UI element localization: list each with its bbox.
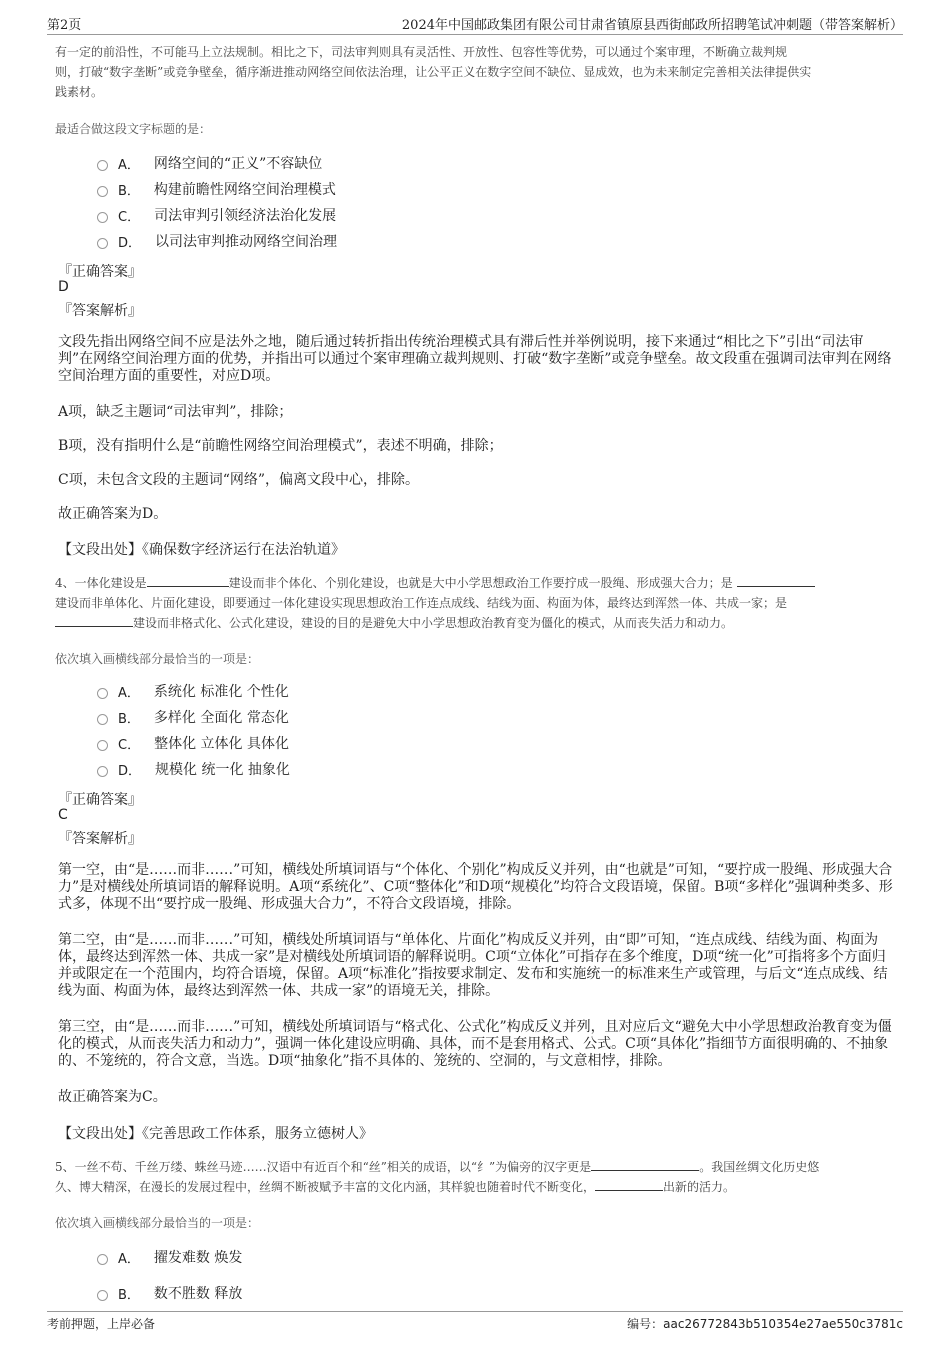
stem-text: 建设而非单体化、片面化建设，即要通过一体化建设实现思想政治工作连点成线、结线为面、构面为体，最终达到浑然一体、共成一家；是: [55, 596, 788, 610]
option-letter: B．: [118, 183, 140, 199]
option-text: 司法审判引领经济法治化发展: [154, 208, 337, 224]
q4-answer: C: [58, 807, 68, 823]
option-text: 规模化 统一化 抽象化: [155, 762, 290, 778]
page-number: 第2页: [47, 18, 82, 33]
radio-icon[interactable]: [97, 740, 108, 751]
radio-icon[interactable]: [97, 212, 108, 223]
document-title: 2024年中国邮政集团有限公司甘肃省镇原县西街邮政所招聘笔试冲刺题（带答案解析）: [401, 18, 903, 33]
option-text: 数不胜数 释放: [153, 1286, 243, 1302]
q4-analysis-p3: 第三空，由“是……而非……”可知，横线处所填词语与“格式化、公式化”构成反义并列，且对应后文“避免大中小学思想政治教育变为僵化的模式，从而丧失活力和动力”，强调一体化建设应明确、具体，而不是套用格式、公式。C项“具体化”指细节方面很明确的、不抽象的、不笼统的，符合文意，当选。D项“抽象化”指不具体的、笼统的、空洞的，与文意相悖，排除。: [58, 1019, 892, 1069]
q5-stem: [55, 1157, 905, 1197]
intro-line: 践素材。: [55, 85, 104, 99]
q4-option-b[interactable]: [97, 707, 289, 727]
stem-text: 4、一体化建设是: [55, 576, 147, 590]
radio-icon[interactable]: [97, 714, 108, 725]
q5-stem-line: [55, 1157, 905, 1177]
page-footer: [47, 1311, 903, 1336]
q4-stem-line: [55, 613, 905, 633]
q4-prompt: 依次填入画横线部分最恰当的一项是：: [55, 652, 260, 666]
q4-source: 【文段出处】《完善思政工作体系，服务立德树人》: [58, 1126, 373, 1142]
q3-option-d[interactable]: [97, 231, 337, 251]
q3-answer: D: [58, 279, 69, 295]
blank-line: [147, 574, 229, 587]
blank-line: [591, 1158, 699, 1171]
option-text: 整体化 立体化 具体化: [154, 736, 289, 752]
option-text: 网络空间的“正义”不容缺位: [153, 156, 323, 172]
radio-icon[interactable]: [97, 160, 108, 171]
q4-stem: [55, 573, 905, 633]
q3-analysis-p3: B项，没有指明什么是“前瞻性网络空间治理模式”，表述不明确，排除；: [58, 438, 503, 454]
q4-conclusion: 故正确答案为C。: [58, 1089, 167, 1105]
q4-option-a[interactable]: [97, 681, 289, 701]
q3-analysis-label: 『答案解析』: [58, 303, 142, 319]
q4-stem-line: [55, 593, 905, 613]
intro-line: 有一定的前沿性，不可能马上立法规制。相比之下，司法审判则具有灵活性、开放性、包容性等优势，可以通过个案审理，不断确立裁判规: [55, 45, 788, 59]
q5-option-a[interactable]: [97, 1247, 242, 1267]
q3-option-c[interactable]: [97, 205, 336, 225]
footer-slogan: 考前押题，上岸必备: [47, 1317, 156, 1331]
option-text: 擢发难数 焕发: [153, 1250, 243, 1266]
page-header: [47, 12, 903, 35]
q4-analysis-p1: 第一空，由“是……而非……”可知，横线处所填词语与“个体化、个别化”构成反义并列，由“也就是”可知，“要拧成一股绳、形成强大合力”是对横线处所填词语的解释说明。A项“系统化”、C项“整体化”和D项“规模化”均符合文段语境，保留。B项“多样化”强调种类多、形式多，体现不出“要拧成一股绳、形成强大合力”，不符合文段语境，排除。: [58, 862, 893, 912]
radio-icon[interactable]: [97, 688, 108, 699]
footer-serial: [627, 1315, 903, 1332]
q3-option-b[interactable]: [97, 179, 336, 199]
q3-answer-label: 『正确答案』: [58, 264, 142, 280]
q4-answer-label: 『正确答案』: [58, 792, 142, 808]
serial-label: 编号：: [627, 1317, 664, 1331]
blank-line: [737, 574, 815, 587]
q4-option-d[interactable]: [97, 759, 290, 779]
option-text: 以司法审判推动网络空间治理: [155, 234, 338, 250]
stem-text: 久、博大精深，在漫长的发展过程中，丝绸不断被赋予丰富的文化内涵，其样貌也随着时代不断变化，: [55, 1180, 596, 1194]
q5-prompt: 依次填入画横线部分最恰当的一项是：: [55, 1216, 260, 1230]
q3-analysis-p2: A项，缺乏主题词“司法审判”，排除；: [58, 404, 293, 420]
q3-conclusion: 故正确答案为D。: [58, 506, 168, 522]
q3-option-a[interactable]: [97, 153, 322, 173]
option-letter: B．: [118, 1287, 140, 1303]
option-text: 系统化 标准化 个性化: [153, 684, 289, 700]
stem-text: 5、一丝不苟、千丝万缕、蛛丝马迹……汉语中有近百个和“丝”相关的成语，以“纟”为偏旁的汉字更是: [55, 1160, 592, 1174]
q4-option-c[interactable]: [97, 733, 289, 753]
stem-text: 建设而非格式化、公式化建设，建设的目的是避免大中小学思想政治教育变为僵化的模式，从而丧失活力和动力。: [133, 616, 734, 630]
option-letter: A．: [118, 157, 140, 173]
stem-text: 建设而非个体化、个别化建设，也就是大中小学思想政治工作要拧成一股绳、形成强大合力；是: [228, 576, 733, 590]
q3-source: 【文段出处】《确保数字经济运行在法治轨道》: [58, 542, 345, 558]
q5-stem-line: [55, 1177, 905, 1197]
blank-line: [55, 614, 133, 627]
q3-prompt: 最适合做这段文字标题的是：: [55, 122, 212, 136]
option-letter: C．: [118, 209, 141, 225]
option-letter: A．: [118, 1251, 140, 1267]
radio-icon[interactable]: [97, 238, 108, 249]
option-letter: A．: [118, 685, 140, 701]
option-letter: D．: [118, 235, 142, 251]
option-letter: C．: [118, 737, 141, 753]
radio-icon[interactable]: [97, 186, 108, 197]
q3-analysis-p4: C项，未包含文段的主题词“网络”，偏离文段中心，排除。: [58, 472, 420, 488]
radio-icon[interactable]: [97, 766, 108, 777]
stem-text: 出新的活力。: [663, 1180, 736, 1194]
q4-stem-line: [55, 573, 905, 593]
stem-text: 。我国丝绸文化历史悠: [699, 1160, 820, 1174]
serial-code: aac26772843b510354e27ae550c3781c: [663, 1317, 903, 1331]
q3-analysis-p1: 文段先指出网络空间不应是法外之地，随后通过转折指出传统治理模式具有滞后性并举例说明，接下来通过“相比之下”引出“司法审判”在网络空间治理方面的优势，并指出可以通过个案审理确立裁判规则、打破“数字垄断”或竞争壁垒。故文段重在强调司法审判在网络空间治理方面的重要性，对应D项。: [58, 334, 892, 384]
intro-line: 则，打破“数字垄断”或竞争壁垒，循序渐进推动网络空间依法治理，让公平正义在数字空间不缺位、显成效，也为未来制定完善相关法律提供实: [55, 65, 812, 79]
q5-option-b[interactable]: [97, 1283, 242, 1303]
blank-line: [595, 1178, 663, 1191]
intro-paragraph: [55, 42, 905, 102]
option-letter: B．: [118, 711, 140, 727]
option-text: 多样化 全面化 常态化: [153, 710, 289, 726]
radio-icon[interactable]: [97, 1290, 108, 1301]
q4-analysis-label: 『答案解析』: [58, 831, 142, 847]
q4-analysis-p2: 第二空，由“是……而非……”可知，横线处所填词语与“单体化、片面化”构成反义并列，由“即”可知，“连点成线、结线为面、构面为体，最终达到浑然一体、共成一家”是对横线处所填词语的解释说明。C项“立体化”可指存在多个维度，D项“统一化”可指将多个方面归并或限定在一个范围内，均符合语境，保留。A项“标准化”指按要求制定、发布和实施统一的标准来生产或管理，与后文“连点成线、结线为面、构面为体，最终达到浑然一体、共成一家”的语境无关，排除。: [58, 932, 888, 999]
option-text: 构建前瞻性网络空间治理模式: [153, 182, 336, 198]
radio-icon[interactable]: [97, 1254, 108, 1265]
option-letter: D．: [118, 763, 142, 779]
